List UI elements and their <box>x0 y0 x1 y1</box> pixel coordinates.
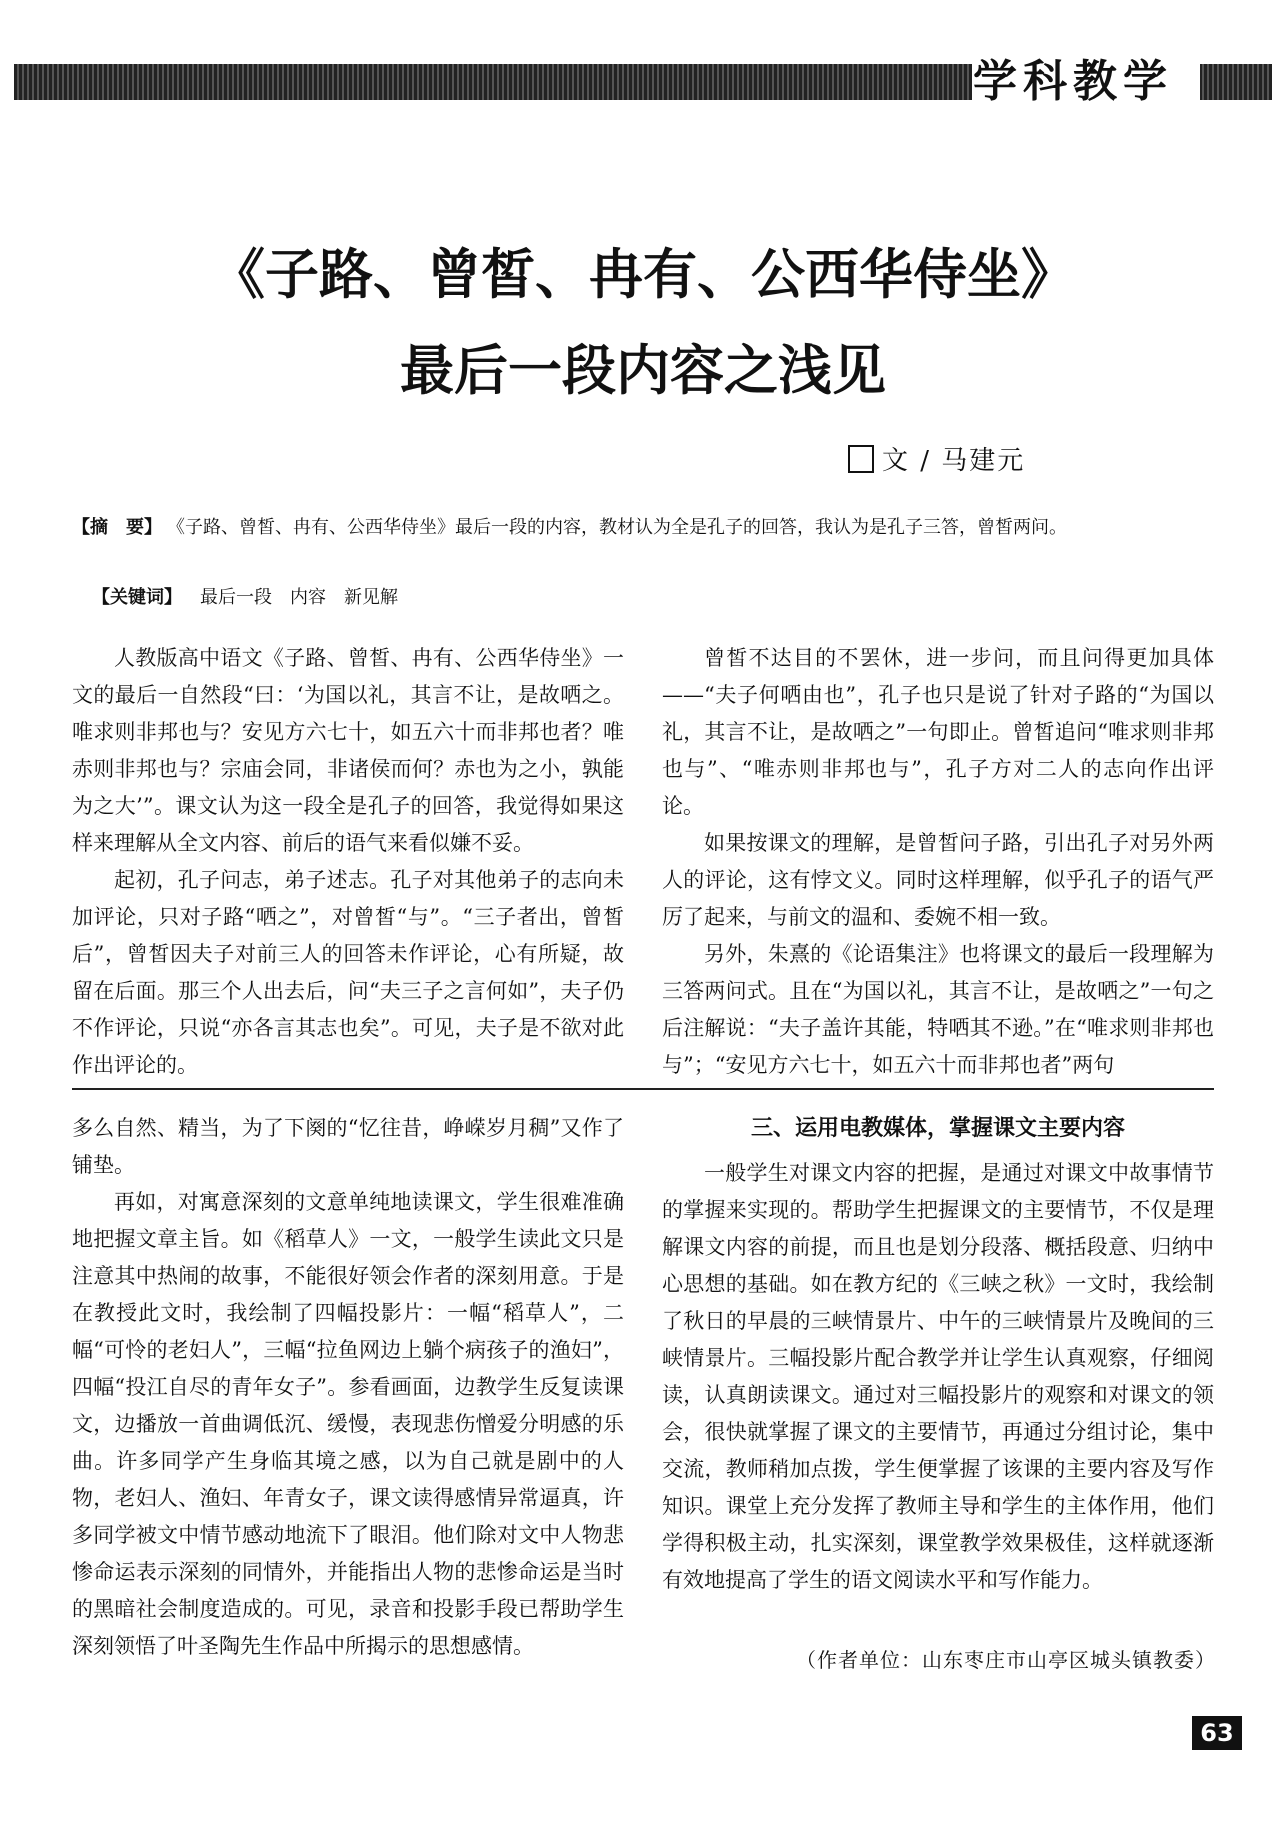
keywords-label: 【关键词】 <box>92 587 182 608</box>
other-article-column-left <box>72 1110 624 1665</box>
abstract-label: 【摘 要】 <box>72 517 162 538</box>
article-column-left <box>72 640 624 1084</box>
author-affiliation: （作者单位：山东枣庄市山亭区城头镇教委） <box>796 1648 1216 1672</box>
article-title-line2: 最后一段内容之浅见 <box>400 339 886 402</box>
keywords <box>92 578 398 618</box>
paragraph: 如果按课文的理解，是曾皙问子路，引出孔子对另外两人的评论，这有悖文义。同时这样理解，似乎孔子的语气严厉了起来，与前文的温和、委婉不相一致。 <box>662 831 1214 929</box>
paragraph: 一般学生对课文内容的把握，是通过对课文中故事情节的掌握来实现的。帮助学生把握课文的主要情节，不仅是理解课文内容的前提，而且也是划分段落、概括段意、归纳中心思想的基础。如在教方纪的《三峡之秋》一文时，我绘制了秋日的早晨的三峡情景片、中午的三峡情景片及晚间的三峡情景片。三幅投影片配合教学并让学生认真观察，仔细阅读，认真朗读课文。通过对三幅投影片的观察和对课文的领会，很快就掌握了课文的主要情节，再通过分组讨论，集中交流，教师稍加点拨，学生便掌握了该课的主要内容及写作知识。课堂上充分发挥了教师主导和学生的主体作用，他们学得积极主动，扎实深刻，课堂教学效果极佳，这样就逐渐有效地提高了学生的语文阅读水平和写作能力。 <box>662 1161 1214 1592</box>
author-name: 文 / 马建元 <box>882 446 1026 476</box>
abstract-text: 《子路、曾皙、冉有、公西华侍坐》最后一段的内容，教材认为全是孔子的回答，我认为是孔子三答，曾皙两问。 <box>176 517 1067 538</box>
paragraph: 多么自然、精当，为了下阕的“忆往昔，峥嵘岁月稠”又作了铺垫。 <box>72 1116 624 1177</box>
keywords-text: 最后一段 内容 新见解 <box>200 587 398 608</box>
paragraph: 再如，对寓意深刻的文意单纯地读课文，学生很难准确地把握文章主旨。如《稻草人》一文，一般学生读此文只是注意其中热闹的故事，不能很好领会作者的深刻用意。于是在教授此文时，我绘制了四幅投影片：一幅“稻草人”，二幅“可怜的老妇人”，三幅“拉鱼网边上躺个病孩子的渔妇”，四幅“投江自尽的青年女子”。参看画面，边教学生反复读课文，边播放一首曲调低沉、缓慢，表现悲伤憎爱分明感的乐曲。许多同学产生身临其境之感，以为自己就是剧中的人物，老妇人、渔妇、年青女子，课文读得感情异常逼真，许多同学被文中情节感动地流下了眼泪。他们除对文中人物悲惨命运表示深刻的同情外，并能指出人物的悲惨命运是当时的黑暗社会制度造成的。可见，录音和投影手段已帮助学生深刻领悟了叶圣陶先生作品中所揭示的思想感情。 <box>72 1190 624 1658</box>
section-heading: 三、运用电教媒体，掌握课文主要内容 <box>750 1116 1125 1141</box>
abstract <box>72 508 1212 548</box>
article-title-line1: 《子路、曾皙、冉有、公西华侍坐》 <box>211 243 1075 306</box>
paragraph: 人教版高中语文《子路、曾皙、冉有、公西华侍坐》一文的最后一自然段“曰：‘为国以礼，其言不让，是故哂之。唯求则非邦也与？安见方六七十，如五六十而非邦也者？唯赤则非邦也与？宗庙会同，非诸侯而何？赤也为之小，孰能为之大’”。课文认为这一段全是孔子的回答，我觉得如果这样来理解从全文内容、前后的语气来看似嫌不妥。 <box>72 646 624 855</box>
section-label: 学科教学 <box>973 56 1173 107</box>
section-divider <box>72 1088 1214 1090</box>
other-article-column-right <box>662 1110 1214 1599</box>
article-column-right <box>662 640 1214 1084</box>
byline <box>848 440 1025 477</box>
paragraph: 另外，朱熹的《论语集注》也将课文的最后一段理解为三答两问式。且在“为国以礼，其言不让，是故哂之”一句之后注解说：“夫子盖许其能，特哂其不逊。”在“唯求则非邦也与”；“安见方六七十，如五六十而非邦也者”两句 <box>662 942 1214 1077</box>
square-box-icon <box>848 445 874 473</box>
paragraph: 起初，孔子问志，弟子述志。孔子对其他弟子的志向未加评论，只对子路“哂之”，对曾皙“与”。“三子者出，曾皙后”，曾皙因夫子对前三人的回答未作评论，心有所疑，故留在后面。那三个人出去后，问“夫三子之言何如”，夫子仍不作评论，只说“亦各言其志也矣”。可见，夫子是不欲对此作出评论的。 <box>72 868 624 1077</box>
page-number: 63 <box>1192 1716 1242 1750</box>
paragraph: 曾皙不达目的不罢休，进一步问，而且问得更加具体——“夫子何哂由也”，孔子也只是说了针对子路的“为国以礼，其言不让，是故哂之”一句即止。曾皙追问“唯求则非邦也与”、“唯赤则非邦也与”，孔子方对二人的志向作出评论。 <box>662 646 1214 818</box>
